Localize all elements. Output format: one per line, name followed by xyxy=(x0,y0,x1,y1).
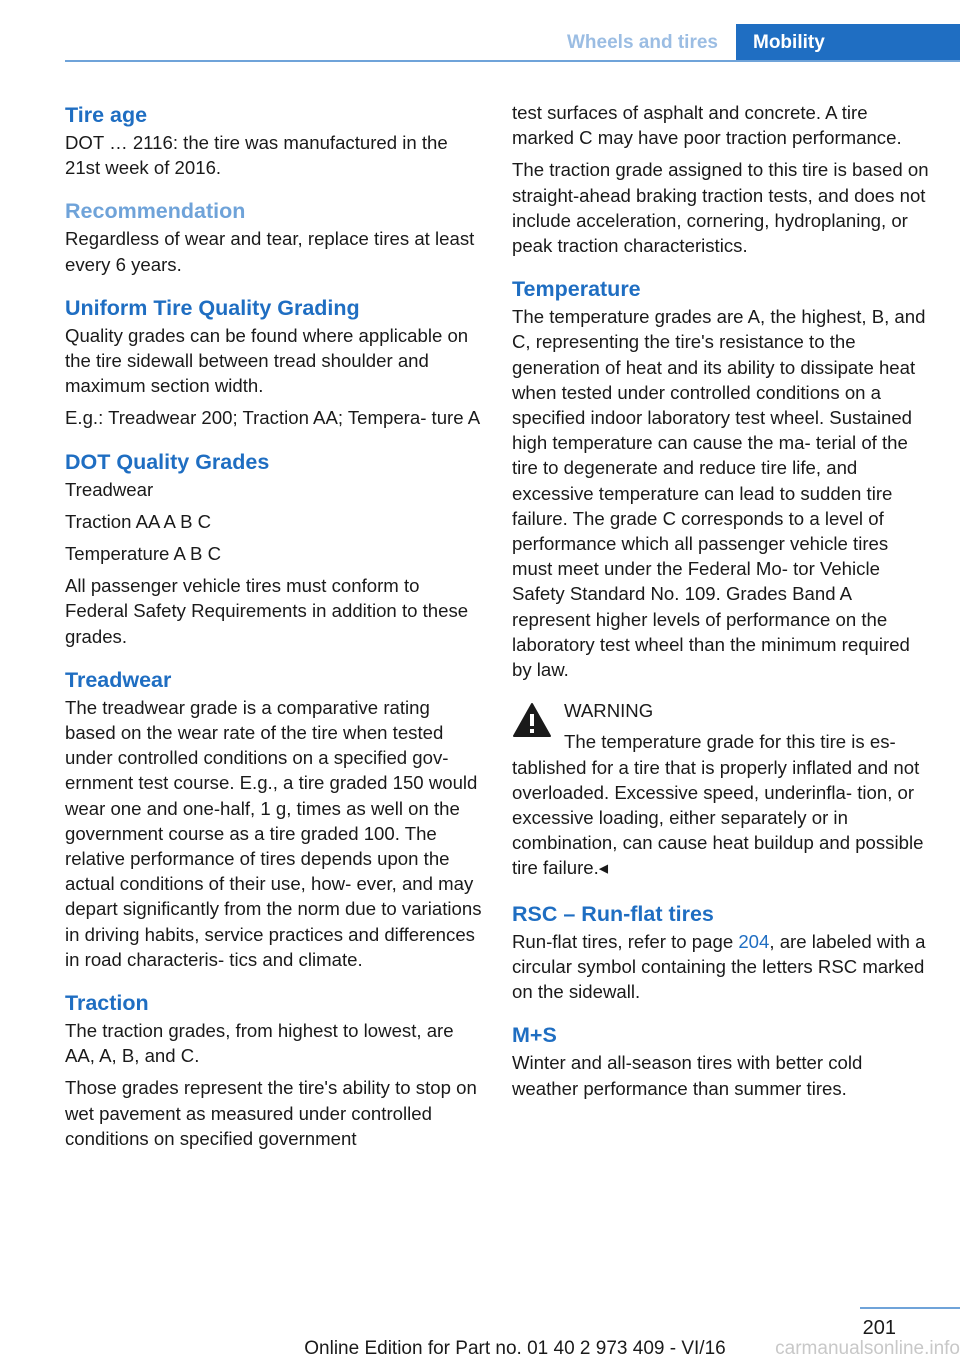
warning-text: The temperature grade for this tire is es‐ tablished for a tire that is properly inflated and not overloaded. Excessive speed, underinfla‐ tion, or excessive loading, either separately or in combination, can cause heat buildup and possible tire failure.◂ xyxy=(512,731,924,879)
page-number: 201 xyxy=(862,1317,896,1339)
treadwear-heading: Treadwear xyxy=(65,667,172,692)
utqg-example: E.g.: Treadwear 200; Traction AA; Tempera‐ ture A xyxy=(65,407,481,429)
tire-age-text: DOT … 2116: the tire was manufactured in the 21st week of 2016. xyxy=(65,132,448,179)
ms-heading: M+S xyxy=(512,1023,557,1048)
header-divider xyxy=(65,60,960,62)
rsc-text xyxy=(512,929,930,1005)
dot-grades-traction: Traction AA A B C xyxy=(65,510,212,532)
traction-surfaces-text: test surfaces of asphalt and concrete. A tire marked C may have poor traction performance. xyxy=(512,102,902,149)
dot-grades-text: All passenger vehicle tires must conform to Federal Safety Requirements in addition to these grades. xyxy=(65,575,469,647)
traction-text: The traction grades, from highest to lowest, are AA, A, B, and C. xyxy=(65,1020,454,1067)
traction-grade-text: The traction grade assigned to this tire is based on straight‑ahead braking traction tests, and does not include acceleration, cornering, hydroplaning, or peak traction characteristics. xyxy=(512,159,929,257)
header-section-title: Wheels and tires xyxy=(567,32,718,53)
warning-triangle-icon xyxy=(512,702,552,738)
traction-continued-section xyxy=(512,100,930,258)
rsc-heading: RSC – Run-flat tires xyxy=(512,901,714,926)
temperature-heading: Temperature xyxy=(512,277,641,302)
warning-label: WARNING xyxy=(564,700,654,722)
tire-age-section xyxy=(65,100,483,180)
dot-grades-section xyxy=(65,447,483,649)
tire-age-heading: Tire age xyxy=(65,103,148,127)
traction-section xyxy=(65,988,483,1151)
recommendation-section xyxy=(65,196,483,276)
treadwear-section xyxy=(65,665,483,972)
ms-text: Winter and all-season tires with better cold weather performance than summer tires. xyxy=(512,1052,863,1099)
recommendation-heading: Recommendation xyxy=(65,199,246,224)
traction-heading: Traction xyxy=(65,991,149,1016)
utqg-text: Quality grades can be found where applicable on the tire sidewall between tread shoulder and maximum section width. xyxy=(65,324,469,397)
recommendation-text: Regardless of wear and tear, replace tires at least every 6 years. xyxy=(65,228,475,275)
rsc-section xyxy=(512,899,930,1005)
treadwear-text: The treadwear grade is a comparative rating based on the wear rate of the tire when tested under controlled conditions on a specified gov‐ ernment test course. E.g., a tire graded 150 would wear one and one‑half, 1 g, times as well on the government course as a tire graded 100. The relative performance of tires depends upon the actual conditions of their use, how‐ ever, and may depart significantly from the norm due to variations in driving habits, service practices and differences in road characteris‐ tics and climate. xyxy=(65,696,482,970)
temperature-text: The temperature grades are A, the highest, B, and C, representing the tire's resistance to the generation of heat and its ability to dissipate heat when tested under controlled conditions on a specified indoor laboratory test wheel. Sustained high temperature can cause the ma‐ terial of the tire to degenerate and reduce tire life, and excessive temperature can lead to sudden tire failure. The grade C corresponds to a level of performance which all passenger vehicle tires must meet under the Federal Mo‐ tor Vehicle Safety Standard No. 109. Grades Band A represent higher levels of performance on the laboratory test wheel than the minimum required by law. xyxy=(512,306,926,681)
utqg-heading: Uniform Tire Quality Grading xyxy=(65,295,360,320)
rsc-text-after: , are labeled with a circular symbol containing the letters RSC marked on the sidewall. xyxy=(512,930,926,1003)
watermark: carmanualsonline.info xyxy=(775,1338,960,1359)
left-column xyxy=(65,100,483,1167)
utqg-section xyxy=(65,293,483,431)
footer-edition: Online Edition for Part no. 01 40 2 973 409 - VI/16 xyxy=(304,1338,726,1359)
right-column xyxy=(512,100,930,1117)
dot-grades-heading: DOT Quality Grades xyxy=(65,449,270,474)
rsc-text-before: Run-flat tires, refer to page xyxy=(512,930,739,952)
page-204-link[interactable]: 204 xyxy=(738,930,770,952)
dot-grades-temperature: Temperature A B C xyxy=(65,543,222,565)
dot-grades-treadwear: Treadwear xyxy=(65,478,154,500)
footer-divider xyxy=(860,1307,960,1309)
traction-text-continued: Those grades represent the tire's ability to stop on wet pavement as measured under controlled conditions on specified government xyxy=(65,1077,477,1149)
ms-section xyxy=(512,1020,930,1100)
temperature-section xyxy=(512,274,930,682)
warning-box xyxy=(512,698,930,880)
header-chapter-tab: Mobility xyxy=(736,24,960,62)
